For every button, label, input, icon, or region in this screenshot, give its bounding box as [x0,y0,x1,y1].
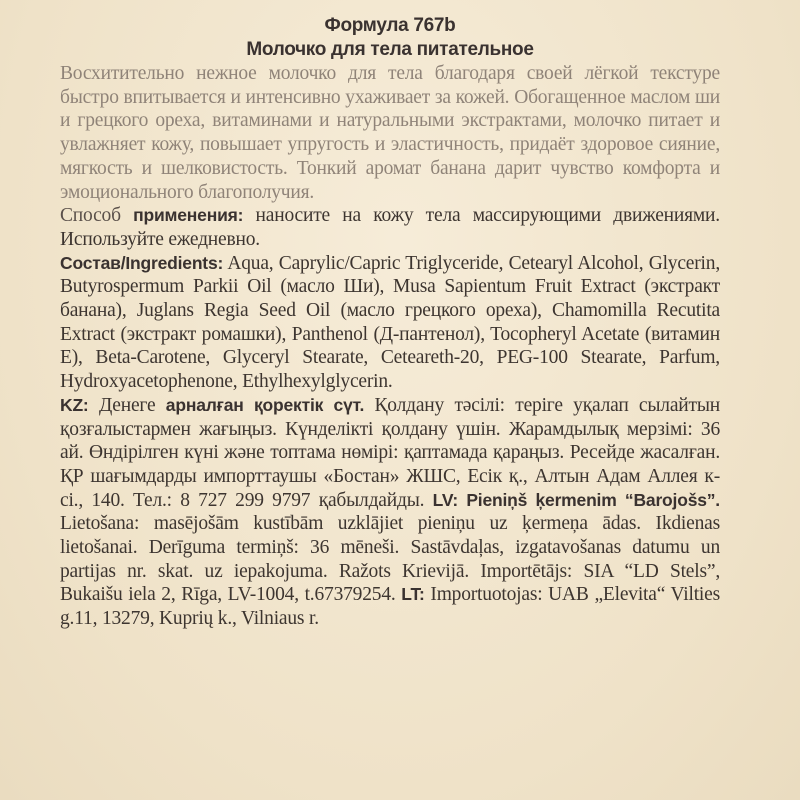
description-part-3: Тонкий аромат банана дарит чувство комфорта и эмоционального благополучия. [60,157,720,203]
lt-text: Importuotojas: UAB „Elevita“ Vilties g.11, 13279, Kuprių k., Vilniaus r. [60,584,720,630]
composition-text: Aqua, Caprylic/Capric Triglyceride, Cetearyl Alcohol, Glycerin, Butyrospermum Parkii Oil (масло Ши), Musa Sapientum Fruit Extract (экстракт банана), Juglans Regia Seed Oil (масло грецкого ореха), Chamomilla Recutita Extract (экстракт ромашки), Panthenol (Д-пантенол), Tocopheryl Acetate (витамин Е), Beta-Carotene, Glyceryl Stearate, Ceteareth-20, PEG-100 Stearate, Parfum, Hydroxyacetophenone, Ethylhexylglycerin. [60,252,720,393]
kz-prefix: KZ: [60,394,89,415]
kz-lead: Денеге [98,394,156,416]
lv-text: Lietošana: masējošām kustībām uzklājiet pieniņu uz ķermeņa ādas. Ikdienas lietošanai. Derīguma termiņš: 36 mēneši. Sastāvdaļas, izgatavošanas datumu un partijas nr. skat. uz iepakojuma. Ražots Krievijā. Importētājs: SIA “LD Stels”, Bukaišu iela 2, Rīga, LV-1004, t.67379254. [60,513,720,606]
kz-section [60,394,720,631]
description-part-2: Обогащенное маслом ши и грецкого ореха, витаминами и натуральными экстрактами, молочко питает и увлажняет кожу, повышает упругость и эластичность, придаёт здоровое сияние, мягкость и шелковистость. [60,86,720,179]
composition-label: Состав/Ingredients: [60,252,224,273]
composition-section [60,252,720,394]
product-name: Молочко для тела питательное [246,39,534,60]
description-text [60,62,720,204]
kz-title: арналған қоректік сүт. [165,394,365,415]
usage-label: применения: [133,205,244,226]
lv-title: LV: Pieniņš ķermenim “Barojošs”. [432,489,720,510]
description-part-1: Восхитительно нежное молочко для тела благодаря своей лёгкой текстуре быстро впитывается и интенсивно ухаживает за кожей. [60,63,720,108]
usage-text: наносите на кожу тела массирующими движениями. Используйте ежедневно. [60,205,720,250]
product-formula: Формула 767b [324,15,456,36]
usage-section [60,204,720,251]
lt-title: LT: [401,584,425,605]
product-label [60,14,720,631]
usage-label-word: Способ [60,205,121,227]
kz-text: Қолдану тәсілі: теріге уқалап сылайтын қозғалыстармен жағыңыз. Күнделікті қолдану үшін. Жарамдылық мерзімі: 36 ай. Өндірілген күні және топтама нөмірі: қаптамада қараңыз. Ресейде жасалған. ҚР шағымдарды импорттаушы «Бостан» ЖШС, Есік қ., Алтын Адам Аллея к-сі., 140. Тел.: 8 727 299 9797 қабылдайды. [60,394,720,511]
